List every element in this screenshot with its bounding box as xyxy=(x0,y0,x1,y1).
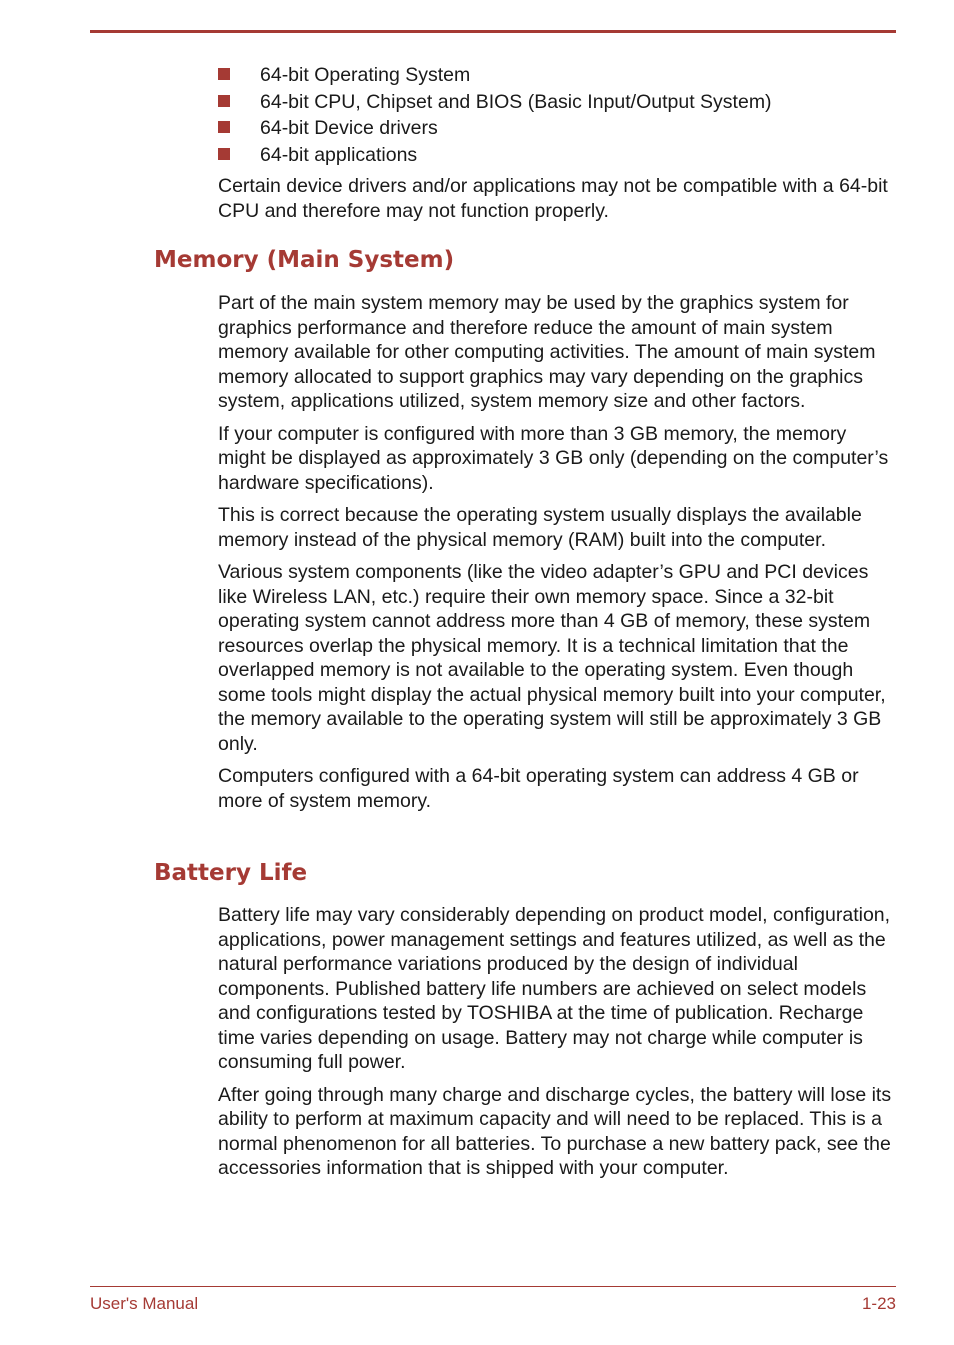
memory-paragraph: Part of the main system memory may be used by the graphics system for graphics performance and therefore reduce the amount of main system memory available for other computing activities. The amount of main system memory allocated to support graphics may vary depending on the graphics system, applications utilized, system memory size and other factors. xyxy=(218,292,876,412)
footer-manual-title: User's Manual xyxy=(90,1294,199,1313)
header-rule xyxy=(90,30,896,33)
battery-paragraph: After going through many charge and discharge cycles, the battery will lose its ability to perform at maximum capacity and will need to be replaced. This is a normal phenomenon for all batteries. To purchase a new battery pack, see the accessories information that is shipped with your computer. xyxy=(218,1083,892,1179)
memory-paragraph: Computers configured with a 64-bit operating system can address 4 GB or more of system memory. xyxy=(218,765,859,812)
memory-paragraph: If your computer is configured with more than 3 GB memory, the memory might be displayed as approximately 3 GB only (depending on the computer’s hardware specifications). xyxy=(218,422,889,494)
memory-heading: Memory (Main System) xyxy=(154,247,455,273)
list-item: 64-bit applications xyxy=(218,142,898,169)
footer-rule xyxy=(90,1286,896,1287)
intro-note: Certain device drivers and/or applications may not be compatible with a 64-bit CPU and therefore may not function properly. xyxy=(218,175,888,222)
bullet-square-icon xyxy=(218,68,230,80)
battery-section xyxy=(218,903,898,1189)
memory-paragraph: This is correct because the operating system usually displays the available memory instead of the physical memory (RAM) built into the computer. xyxy=(218,504,862,551)
bullet-square-icon xyxy=(218,148,230,160)
memory-section xyxy=(218,291,898,821)
bullet-square-icon xyxy=(218,121,230,133)
bullet-square-icon xyxy=(218,95,230,107)
intro-note-block xyxy=(218,174,898,231)
list-item: 64-bit CPU, Chipset and BIOS (Basic Input/Output System) xyxy=(218,89,898,116)
page-number: 1-23 xyxy=(861,1294,896,1313)
requirements-list xyxy=(218,62,898,168)
battery-paragraph: Battery life may vary considerably depending on product model, configuration, applications, power management settings and features utilized, as well as the natural performance variations produced by the design of individual components. Published battery life numbers are achieved on select models and configurations tested by TOSHIBA at the time of publication. Recharge time varies depending on usage. Battery may not charge while computer is consuming full power. xyxy=(218,904,891,1073)
list-item: 64-bit Operating System xyxy=(218,62,898,89)
battery-heading: Battery Life xyxy=(154,860,308,886)
memory-paragraph: Various system components (like the video adapter’s GPU and PCI devices like Wireless LAN, etc.) require their own memory space. Since a 32-bit operating system cannot address more than 4 GB of memory, these system resources overlap the physical memory. It is a technical limitation that the overlapped memory is not available to the operating system. Even though some tools might display the actual physical memory built into your computer, the memory available to the operating system will still be approximately 3 GB only. xyxy=(218,561,886,755)
list-item: 64-bit Device drivers xyxy=(218,115,898,142)
